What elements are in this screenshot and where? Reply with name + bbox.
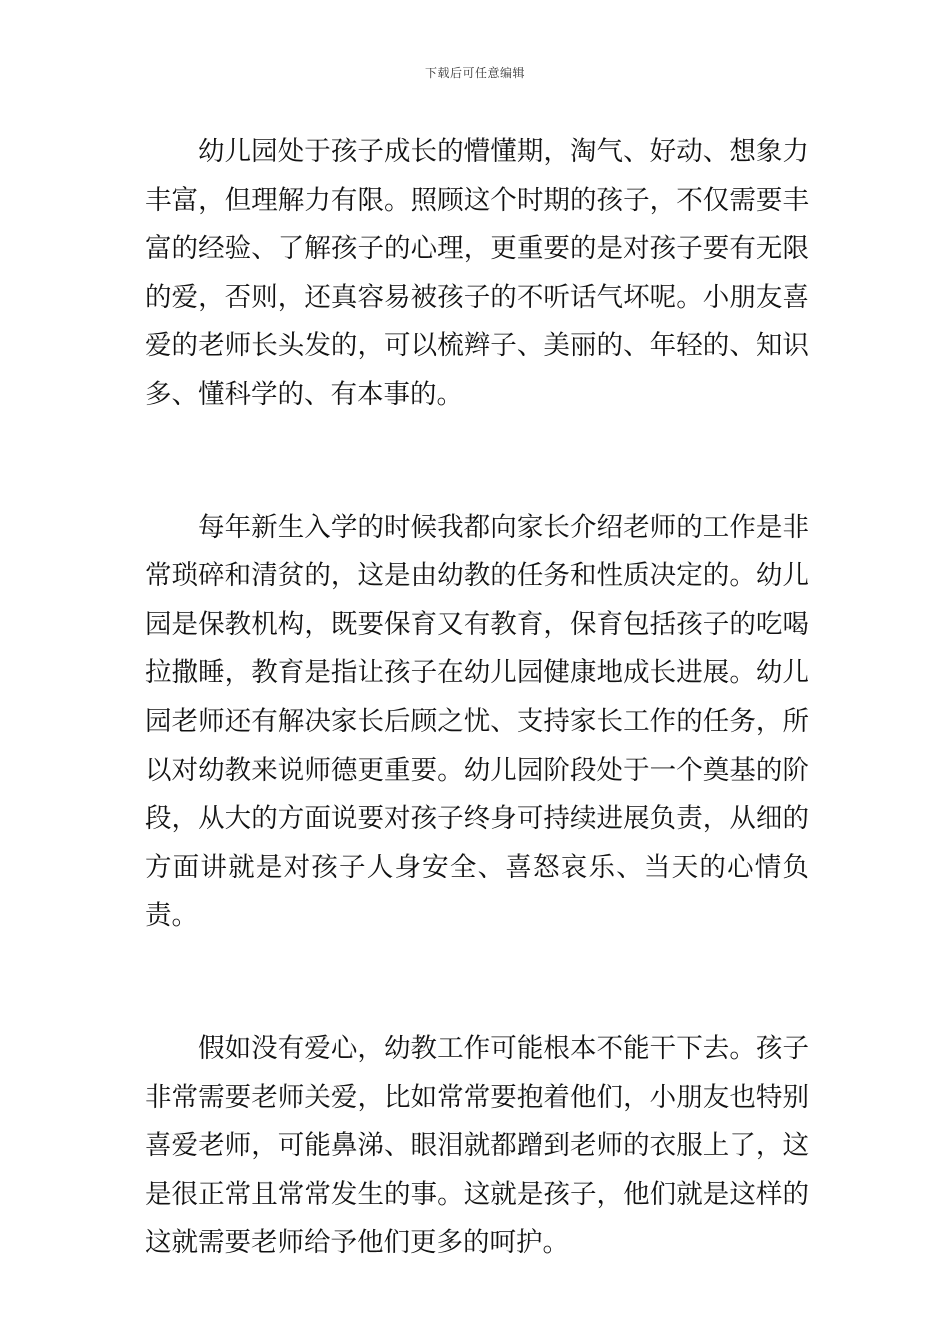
paragraph-1: 幼儿园处于孩子成长的懵懂期，淘气、好动、想象力丰富，但理解力有限。照顾这个时期的孩子，不仅需要丰富的经验、了解孩子的心理，更重要的是对孩子要有无限的爱，否则，还真容易被孩子的不听话气坏呢。小朋友喜爱的老师长头发的，可以梳辫子、美丽的、年轻的、知识多、懂科学的、有本事的。: [145, 136, 809, 410]
header-note: 下载后可任意编辑: [424, 66, 525, 80]
paragraph-2: 每年新生入学的时候我都向家长介绍老师的工作是非常琐碎和清贫的，这是由幼教的任务和性质决定的。幼儿园是保教机构，既要保育又有教育，保育包括孩子的吃喝拉撒睡，教育是指让孩子在幼儿园健康地成长进展。幼儿园老师还有解决家长后顾之忧、支持家长工作的任务，所以对幼教来说师德更重要。幼儿园阶段处于一个奠基的阶段，从大的方面说要对孩子终身可持续进展负责，从细的方面讲就是对孩子人身安全、喜怒哀乐、当天的心情负责。: [145, 511, 809, 932]
document-body: [145, 128, 809, 1268]
paragraph-3: 假如没有爱心，幼教工作可能根本不能干下去。孩子非常需要老师关爱，比如常常要抱着他们，小朋友也特别喜爱老师，可能鼻涕、眼泪就都蹭到老师的衣服上了，这是很正常且常常发生的事。这就是孩子，他们就是这样的这就需要老师给予他们更多的呵护。: [145, 1032, 809, 1259]
